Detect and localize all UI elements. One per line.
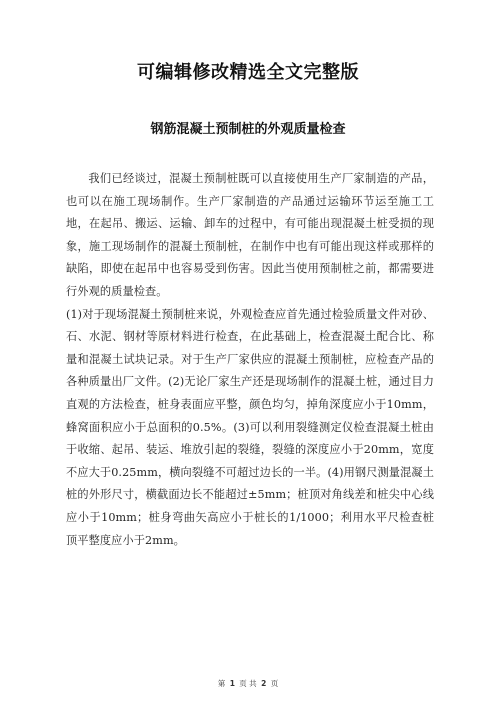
footer-suffix: 页	[270, 679, 279, 688]
banner-heading: 可编辑修改精选全文完整版	[137, 62, 359, 83]
paragraph-inspection-items: (1)对于现场混凝土预制桩来说，外观检查应首先通过检验质量文件对砂、石、水泥、钢材等原材料进行检查，在此基础上，检查混凝土配合比、称量和混凝土试块记录。对于生产厂家供应的混凝土预制桩，应检查产品的各种质量出厂文件。(2)无论厂家生产还是现场制作的混凝土桩，通过目力直观的方法检查，桩身表面应平整，颜色均匀，掉角深度应小于10mm，蜂窝面积应小于总面积的0.5%。(3)可以利用裂缝测定仪检查混凝土桩由于收缩、起吊、装运、堆放引起的裂缝，裂缝的深度应小于20mm，宽度不应大于0.25mm，横向裂缝不可超过边长的一半。(4)用钢尺测量混凝土桩的外形尺寸，横截面边长不能超过±5mm；桩顶对角线差和桩尖中心线应小于10mm；桩身弯曲矢高应小于桩长的1/1000；利用水平尺检查桩顶平整度应小于2mm。	[66, 307, 434, 547]
paragraph-intro: 我们已经谈过，混凝土预制桩既可以直接使用生产厂家制造的产品，也可以在施工现场制作。生产厂家制造的产品通过运输环节运至施工工地，在起吊、搬运、运输、卸车的过程中，有可能出现混凝土桩受损的现象，施工现场制作的混凝土预制桩，在制作中也有可能出现这样或那样的缺陷，即使在起吊中也容易受到伤害。因此当使用预制桩之前，都需要进行外观的质量检查。	[66, 172, 434, 298]
document-title: 钢筋混凝土预制桩的外观质量检查	[150, 122, 346, 137]
footer-current-page: 1	[229, 679, 235, 688]
document-body	[66, 168, 434, 552]
footer-total-pages: 2	[261, 679, 267, 688]
page-footer	[0, 678, 496, 689]
footer-prefix: 第	[217, 679, 226, 688]
footer-middle: 页 共	[239, 679, 257, 688]
